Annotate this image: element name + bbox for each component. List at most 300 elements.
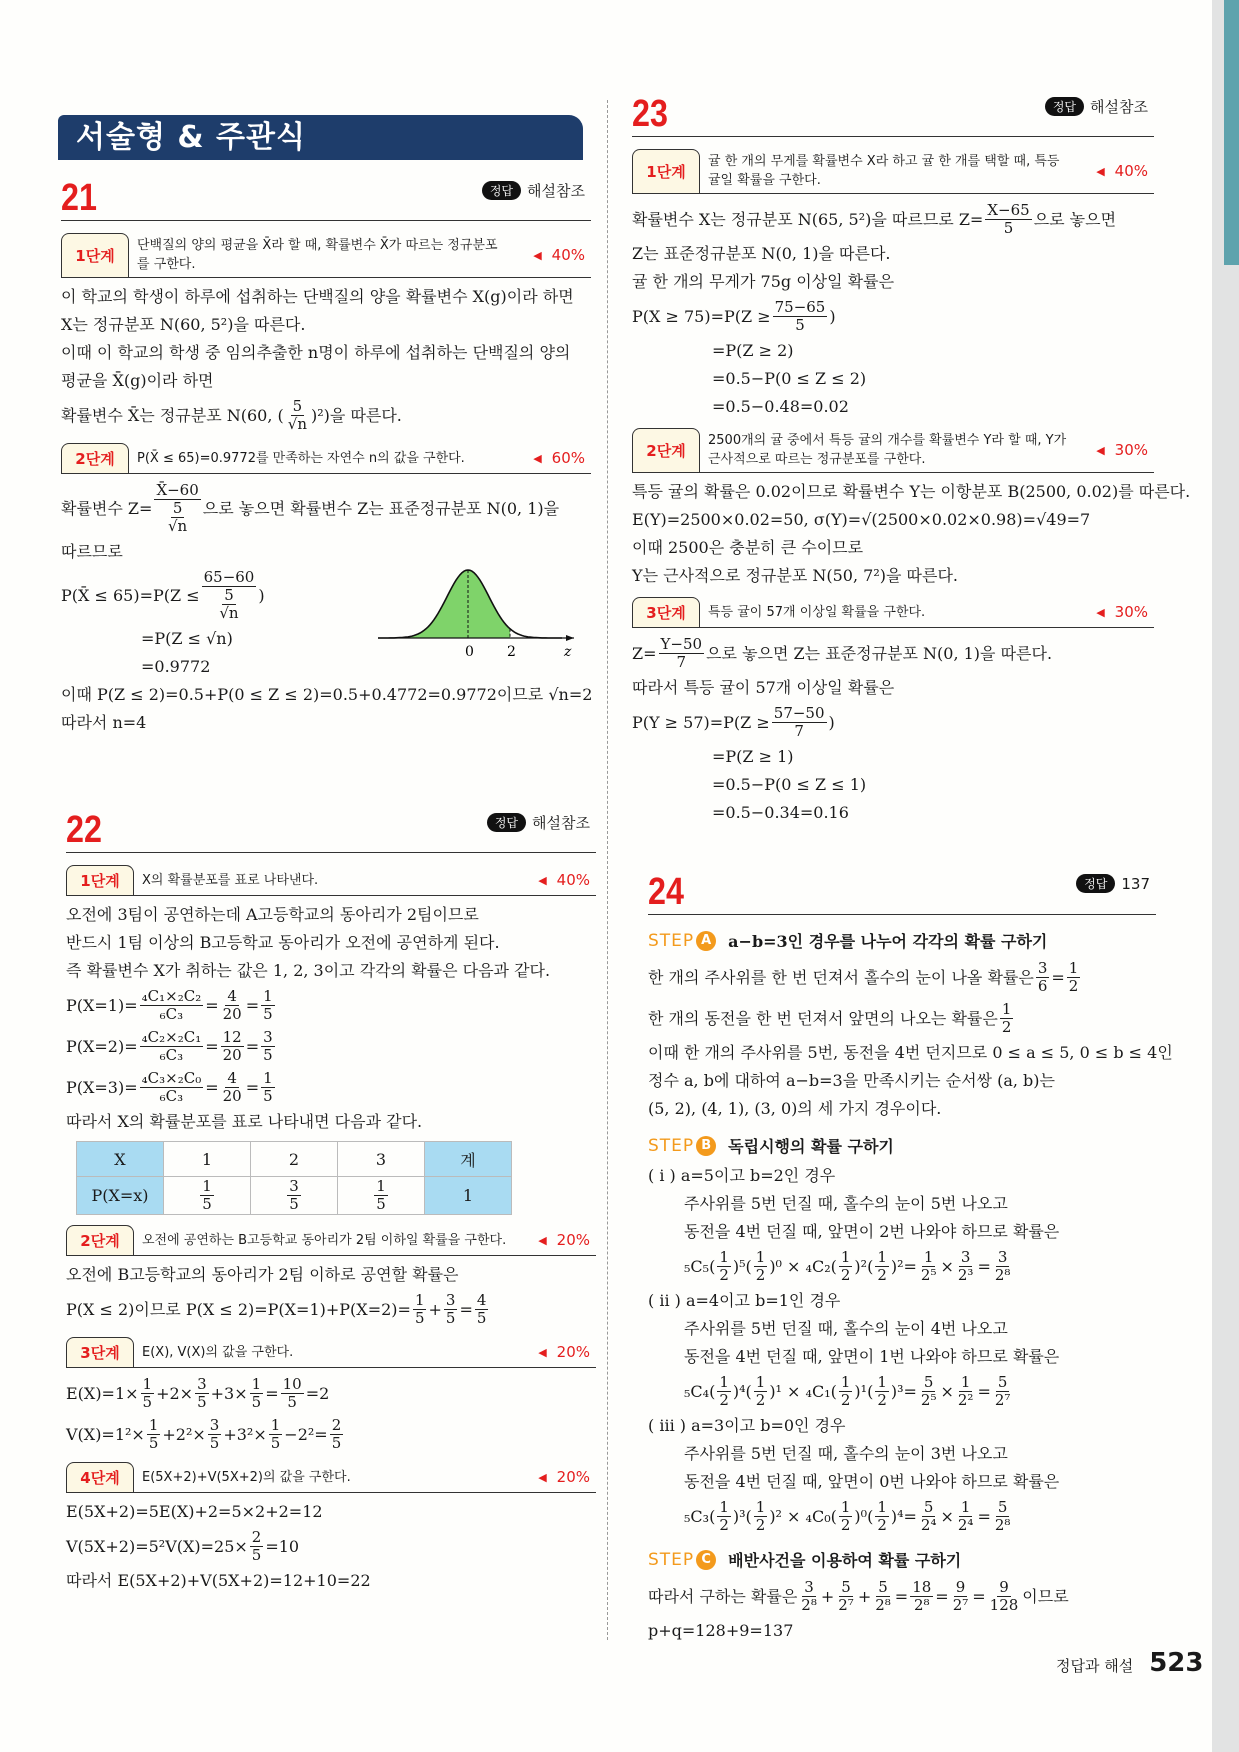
math-text: ₆C₃ [159,1005,184,1023]
step-description: 오전에 공연하는 B고등학교 동아리가 2팀 이하일 확률을 구한다. [142,1232,507,1248]
triangle-left-icon: ◀ [538,873,547,887]
math-text: ₄C₃×₂C₀ [141,1069,202,1087]
step-word: STEP [648,1135,695,1156]
numerator [225,1070,239,1088]
text-line [66,1292,596,1327]
math-text: V(X)=1²× [66,1424,145,1444]
math-text: V(5X+2)=5²V(X)=25× [66,1536,248,1556]
math-text: 18 [912,1578,932,1596]
math-text: 2 [331,1416,342,1434]
math-text: )²)을 따른다. [311,405,402,425]
triangle-left-icon: ◀ [538,1233,547,1247]
numerator [839,1374,853,1392]
denominator [717,1392,731,1409]
math-text: 5 [289,1195,299,1213]
math-text: 1 [923,1248,934,1266]
numerator [875,1374,889,1392]
answer-value: 해설참조 [1090,98,1148,116]
step-box [66,1225,596,1256]
numerator [140,988,204,1006]
denominator [285,1394,299,1411]
answer-badge: 정답 [1076,874,1115,893]
denominator [286,416,309,433]
math-text: 5 [287,1393,297,1411]
numerator [659,636,705,654]
math-text: 2³ [957,1266,974,1284]
numerator [959,1499,973,1517]
denominator [444,1310,458,1327]
math-text: + [857,1586,872,1606]
step-letter-icon: B [696,1136,716,1156]
numerator [413,1292,427,1310]
text-line [648,1499,1156,1534]
axis-arrow-icon [566,635,574,641]
fraction [754,1499,768,1534]
math-text: 2⁸ [801,1596,817,1614]
fraction [875,1249,889,1284]
math-text: = [894,1586,909,1606]
denominator [919,1517,939,1534]
numerator [261,988,275,1006]
text-line [632,636,1154,671]
math-text: × [940,1256,954,1276]
numerator [281,1376,304,1394]
math-text: 1 [142,1375,153,1393]
fraction [875,1499,889,1534]
text-line [66,1264,596,1286]
problem-number: 24 [648,871,684,913]
math-text: = [245,1077,260,1097]
math-text: P(X̄ ≤ 65)=P(Z ≤ [61,585,200,605]
page-number: 523 [1149,1648,1204,1678]
text-line [632,243,1154,265]
numerator [996,1249,1010,1267]
denominator [793,317,807,334]
math-text: 2⁷ [994,1391,1011,1409]
text-line [61,712,591,734]
math-text: 5 [292,397,303,415]
math-text: 2 [840,1391,851,1409]
math-text: 으로 놓으면 확률변수 Z는 표준정규분포 N(0, 1)을 [202,498,560,518]
math-text: 한 개의 주사위를 한 번 던져서 홀수의 눈이 나올 확률은 [648,967,1034,987]
step-word: STEP [648,930,695,951]
denominator [213,587,244,622]
text-line [648,1042,1173,1064]
math-text: 2 [1068,977,1079,995]
math-text: ₄C₁×₂C₂ [141,987,202,1005]
step-description: 귤 한 개의 무게를 확률변수 X라 하고 귤 한 개를 택할 때, 특등 귤일 확률을 구한다. [708,154,1060,188]
numerator [985,202,1031,220]
math-text: 12 [222,1028,242,1046]
percent-value: 20% [556,1468,590,1486]
fraction [985,202,1031,237]
fraction [261,1029,275,1064]
denominator [754,1267,768,1284]
math-text: = [977,1506,991,1526]
text-line [66,1070,596,1105]
math-text: 4 [476,1291,487,1309]
step-letter-icon: C [696,1550,716,1570]
triangle-left-icon: ◀ [533,451,542,465]
math-text: E(Y)=2500×0.02=50, σ(Y)=√(2500×0.02×0.98)=√49=7 [632,510,1091,529]
math-text: P(X=1)= [66,995,138,1015]
denominator [217,605,240,622]
denominator [951,1597,971,1614]
step-title: a−b=3인 경우를 나누어 각각의 확률 구하기 [728,932,1048,951]
problem-number: 21 [61,177,97,219]
numerator [269,1417,283,1435]
math-text: P(X=2)= [66,1036,138,1056]
math-text: 57−50 [773,704,825,722]
step-label: 1단계 [632,149,700,193]
step-box [61,443,591,474]
fraction [217,587,240,622]
text-line [66,1376,596,1411]
step-percent [520,1462,596,1492]
numerator [1000,1001,1014,1019]
math-text: =0.5−0.48=0.02 [712,397,849,416]
text-line [61,370,591,392]
fraction [951,1579,971,1614]
math-text: 2 [840,1266,851,1284]
text-line [61,342,591,364]
math-text: Z는 표준정규분포 N(0, 1)을 따른다. [632,244,891,263]
fraction [754,1374,768,1409]
fraction [221,1070,244,1105]
math-text: 오전에 B고등학교의 동아리가 2팀 이하로 공연할 확률은 [66,1265,459,1284]
math-text: = [205,995,219,1015]
math-text: (5, 2), (4, 1), (3, 0)의 세 가지 경우이다. [648,1099,942,1118]
math-text: 2 [1001,1018,1012,1036]
math-text: 1 [960,1373,971,1391]
fraction [287,1178,301,1213]
table-row [77,1142,512,1177]
text-line [66,1029,596,1064]
math-text: ₆C₃ [159,1046,184,1064]
step-label: 3단계 [632,597,700,627]
triangle-left-icon: ◀ [1096,605,1105,619]
math-text: 평균을 X̄(g)이라 하면 [61,371,214,390]
table-header-cell: X [77,1142,164,1177]
numerator [754,1499,768,1517]
step-box [632,149,1154,194]
answer-label [1045,96,1148,117]
problem-header [632,92,1154,137]
denominator [1067,978,1081,995]
math-text: 20 [222,1087,242,1105]
math-text: 5 [263,1046,273,1064]
math-text: 따라서 특등 귤이 57개 이상일 확률은 [632,678,895,697]
step-box [61,233,591,278]
table-header-cell: 2 [251,1142,338,1177]
numerator [773,299,828,317]
step-percent [515,233,591,277]
numerator [444,1292,458,1310]
answer-label [482,180,585,201]
math-text: 2 [840,1516,851,1534]
math-text: = [1051,967,1065,987]
footer-title: 정답과 해설 [1056,1657,1134,1675]
math-text: 1 [719,1498,729,1516]
fraction [875,1374,889,1409]
percent-value: 60% [551,449,585,467]
step-heading [648,1134,1156,1157]
math-text: 2⁸ [994,1516,1011,1534]
math-text: √n [168,517,188,535]
denominator [330,1435,344,1452]
text-line [66,988,596,1023]
fraction [956,1499,976,1534]
math-text: )⁰ × ₄C₂( [769,1256,837,1276]
numerator [875,1249,889,1267]
numerator [997,1579,1011,1597]
math-text: 확률변수 Z= [61,498,153,518]
math-text: = [977,1381,991,1401]
text-line [648,1249,1156,1284]
math-text: ₆C₃ [159,1087,184,1105]
problem-22 [66,808,596,1598]
math-text: 1 [251,1375,262,1393]
numerator [140,1029,204,1047]
step-description: 단백질의 양의 평균을 X̄라 할 때, 확률변수 X̄가 따르는 정규분포를 구한다. [137,238,498,272]
denominator [287,1196,301,1213]
numerator [475,1292,489,1310]
triangle-left-icon: ◀ [1096,443,1105,457]
denominator [717,1267,731,1284]
math-text: 3 [289,1177,299,1195]
math-text: =0.9772 [141,657,211,676]
math-text: +3²× [223,1424,267,1444]
math-text: 1 [263,987,273,1005]
math-text: + [428,1299,442,1319]
math-text: 이때 2500은 충분히 큰 수이므로 [632,538,864,557]
math-text: 5 [795,316,805,334]
math-text: 1 [877,1248,887,1266]
math-text: √n [287,415,307,433]
math-text: 동전을 4번 던질 때, 앞면이 1번 나와야 하므로 확률은 [684,1347,1060,1366]
numerator [374,1178,388,1196]
math-text: 5 [270,1434,281,1452]
denominator [269,1435,283,1452]
text-line [61,482,591,535]
fraction [195,1376,209,1411]
denominator [799,1597,819,1614]
fraction [330,1417,344,1452]
denominator [158,1088,186,1105]
fraction [221,1029,244,1064]
fraction [1000,1001,1014,1036]
step-percent [520,865,596,895]
text-line [648,1221,1156,1243]
numerator [261,1029,275,1047]
math-text: 4 [227,987,237,1005]
math-text: 5 [878,1578,888,1596]
step-description: 특등 귤이 57개 이상일 확률을 구한다. [708,604,926,620]
math-text: 75−65 [774,298,826,316]
numerator [717,1249,731,1267]
text-line [648,960,1156,995]
math-text: )²( [854,1256,874,1276]
numerator [876,1579,890,1597]
table-header-cell: 계 [425,1142,512,1177]
numerator [839,1579,853,1597]
math-text: 9 [999,1578,1009,1596]
page-footer [1056,1648,1204,1678]
step-percent [1078,428,1154,472]
denominator [993,1267,1013,1284]
text-line [648,1070,1156,1092]
math-text: 2⁸ [875,1596,891,1614]
text-line [632,368,1154,390]
math-text: 주사위를 5번 던질 때, 홀수의 눈이 4번 나오고 [684,1319,1008,1338]
text-line [648,1415,1156,1437]
math-text: 5 [224,586,234,604]
numerator [222,587,236,605]
fraction [839,1499,853,1534]
triangle-left-icon: ◀ [533,248,542,262]
numerator [330,1417,344,1435]
math-text: = [459,1299,473,1319]
text-line [61,684,591,706]
math-text: = [245,995,260,1015]
math-text: )¹ × ₄C₁( [769,1381,837,1401]
math-text: =0.5−P(0 ≤ Z ≤ 1) [712,775,867,794]
fraction [717,1249,731,1284]
math-text: 5 [376,1195,386,1213]
step-label: 1단계 [61,233,129,277]
fraction [202,569,257,622]
text-line [632,537,1154,559]
math-text: 확률변수 X̄는 정규분포 N(60, ( [61,405,284,425]
math-text: 3 [445,1291,456,1309]
math-text: 1 [755,1248,766,1266]
math-text: 반드시 1팀 이상의 B고등학교 동아리가 오전에 공연하게 된다. [66,933,500,952]
math-text: 5 [331,1434,342,1452]
math-text: 2⁷ [952,1596,969,1614]
table-row-label: P(X=x) [77,1177,164,1215]
numerator [996,1374,1010,1392]
fraction [799,1579,819,1614]
math-text: 1 [270,1416,281,1434]
fraction [993,1249,1013,1284]
math-text: 1 [148,1416,159,1434]
text-line [648,1098,1156,1120]
text-line [66,1501,596,1523]
math-text: 1 [840,1248,851,1266]
fraction [910,1579,933,1614]
text-line [66,904,596,926]
label-2: 2 [507,644,516,660]
math-text: 6 [1037,977,1048,995]
math-text: )²= [890,1256,917,1276]
step-percent [1078,597,1154,627]
numerator [141,1376,155,1394]
answer-badge: 정답 [487,813,526,832]
fraction [475,1292,489,1327]
math-text: 1 [414,1291,425,1309]
math-text: 으로 놓으면 Z는 표준정규분포 N(0, 1)을 따른다. [706,643,1053,663]
fraction [873,1579,893,1614]
problem-header [61,176,591,221]
distribution-table [76,1141,512,1215]
math-text: 20 [222,1005,242,1023]
step-label: 2단계 [632,428,700,472]
math-text: )⁵( [732,1256,752,1276]
math-text: 즉 확률변수 X가 취하는 값은 1, 2, 3이고 각각의 확률은 다음과 같다. [66,961,551,980]
answer-badge: 정답 [1045,97,1084,116]
denominator [1002,220,1016,237]
math-text: 따라서 구하는 확률은 [648,1586,798,1606]
math-text: Y는 근사적으로 정규분포 N(50, 7²)을 따른다. [632,566,958,585]
column-divider [607,100,608,1640]
math-text: 이므로 [1022,1586,1069,1606]
numerator [717,1499,731,1517]
math-text: 1 [840,1498,851,1516]
numerator [250,1376,264,1394]
math-text: )⁴( [732,1381,752,1401]
math-text: 5 [997,1373,1008,1391]
text-line [648,1193,1156,1215]
triangle-left-icon: ◀ [538,1470,547,1484]
numerator [202,569,257,587]
math-text: 2 [877,1391,887,1409]
step-percent [520,1225,596,1255]
fraction [659,636,705,671]
denominator [993,1392,1013,1409]
denominator [956,1392,976,1409]
math-text: = [205,1077,219,1097]
denominator [875,1392,889,1409]
denominator [839,1517,853,1534]
math-text: 9 [955,1578,966,1596]
math-text: 1 [202,1177,212,1195]
text-line [648,1290,1156,1312]
math-text: 오전에 3팀이 공연하는데 A고등학교의 동아리가 2팀이므로 [66,905,479,924]
math-text: 5 [142,1393,153,1411]
fraction [1036,960,1050,995]
math-text: 으로 놓으면 [1033,209,1117,229]
math-text: )³= [890,1381,917,1401]
math-text: 3 [997,1248,1008,1266]
math-text: 동전을 4번 던질 때, 앞면이 2번 나와야 하므로 확률은 [684,1222,1060,1241]
math-text: 2 [719,1266,729,1284]
triangle-left-icon: ◀ [538,1345,547,1359]
math-text: −2²= [284,1424,328,1444]
denominator [754,1517,768,1534]
math-text: 7 [794,722,804,740]
math-text: 2 [755,1391,766,1409]
math-text: 5 [251,1393,262,1411]
text-line [632,705,1154,740]
text-line [648,1579,1156,1614]
math-text: 5 [197,1393,207,1411]
fraction [956,1249,976,1284]
math-text: 2⁷ [838,1596,854,1614]
fraction [773,299,828,334]
text-line [632,774,1154,796]
denominator [754,1392,768,1409]
text-line [66,960,596,982]
text-line [648,1318,1156,1340]
text-line [66,1111,596,1133]
answer-value: 해설참조 [527,182,585,200]
fraction [140,1029,204,1064]
math-text: )⁴= [890,1506,917,1526]
step-heading [648,929,1156,952]
answer-badge: 정답 [482,181,521,200]
math-text: √n [219,604,239,622]
fraction [413,1292,427,1327]
